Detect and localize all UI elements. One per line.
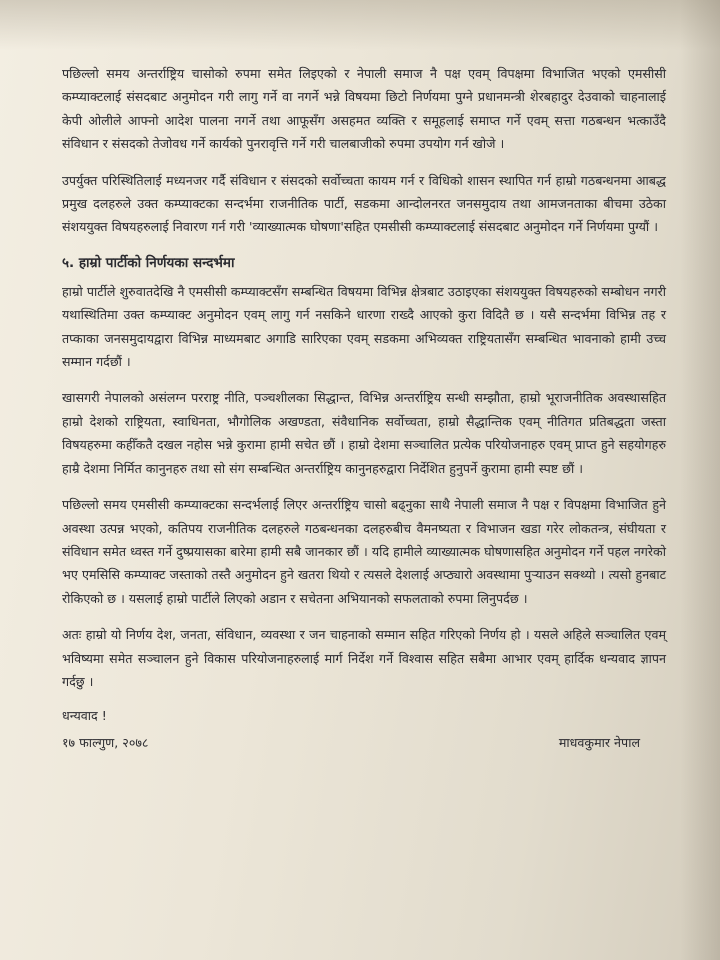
paragraph-party-stance: हाम्रो पार्टीले शुरुवातदेखि नै एमसीसी कम्प्याक्टसँग सम्बन्धित विषयमा विभिन्न क्षेत्रबाट उठाइएका संशययुक्त विषयहरुको सम्बोधन नगरी यथास्थितिमा उक्त कम्प्याक्ट अनुमोदन एवम् लागु गर्न नसकिने धारणा राख्दै आएको कुरा विदितै छ । यसै सन्दर्भमा विभिन्न तह र तप्काका जनसमुदायद्वारा विभिन्न माध्यमबाट अगाडि सारिएका एवम् सडकमा अभिव्यक्त राष्ट्रियतासँग सम्बन्धित भावनाको हामी उच्च सम्मान गर्दछौं । [62, 283, 666, 370]
paragraph-interpretive-declaration: पछिल्लो समय एमसीसी कम्प्याक्टका सन्दर्भलाई लिएर अन्तर्राष्ट्रिय चासो बढ्नुका साथै नेपाली समाज नै पक्ष र विपक्षमा विभाजित हुने अवस्था उत्पन्न भएको, कतिपय राजनीतिक दलहरुले गठबन्धनका दलहरुबीच वैमनष्यता र विभाजन खडा गरेर लोकतन्त्र, संघीयता र संविधान समेत ध्वस्त गर्ने दुष्प्रयासका बारेमा हामी सबै जानकार छौं । यदि हामीले व्याख्यात्मक घोषणासहित अनुमोदन गर्ने पहल नगरेको भए एमसिसि कम्प्याक्ट जस्ताको तस्तै अनुमोदन हुने खतरा थियो र त्यसले देशलाई अप्ठ्यारो अवस्थामा पुऱ्याउन सक्थ्यो । त्यसो हुनबाट रोकिएको छ । यसलाई हाम्रो पार्टीले लिएको अडान र सचेतना अभियानको सफलताको रुपमा लिनुपर्दछ । [62, 497, 666, 606]
section-heading: ५. हाम्रो पार्टीको निर्णयका सन्दर्भमा [62, 254, 235, 271]
paragraph-alliance-decision: उपर्युक्त परिस्थितिलाई मध्यनजर गर्दै संविधान र संसदको सर्वोच्चता कायम गर्न र विधिको शासन स्थापित गर्न हाम्रो गठबन्धनमा आबद्ध प्रमुख दलहरुले उक्त कम्प्याक्टका सन्दर्भमा राजनीतिक पार्टी, सडकमा आन्दोलनरत जनसमुदाय तथा आमजनताका बीचमा उठेका संशययुक्त विषयहरुलाई निवारण गर्न गरी 'व्याख्यात्मक घोषणा'सहित एमसीसी कम्प्याक्टलाई संसदबाट अनुमोदन गर्ने निर्णयमा पुग्यौं । [62, 172, 666, 235]
paragraph-conclusion: अतः हाम्रो यो निर्णय देश, जनता, संविधान, व्यवस्था र जन चाहनाको सम्मान सहित गरिएको निर्णय हो । यसले अहिले सञ्चालित एवम् भविष्यमा समेत सञ्चालन हुने विकास परियोजनाहरुलाई मार्ग निर्देश गर्ने विश्वास सहित सबैमा आभार एवम् हार्दिक धन्यवाद ज्ञापन गर्दछु । [62, 627, 666, 689]
document-date: १७ फाल्गुण, २०७८ [62, 735, 149, 751]
signatory-name: माधवकुमार नेपाल [558, 735, 640, 751]
paragraph-mcc-context: पछिल्लो समय अन्तर्राष्ट्रिय चासोको रुपमा समेत लिइएको र नेपाली समाज नै पक्ष एवम् विपक्षमा विभाजित भएको एमसीसी कम्प्याक्टलाई संसदबाट अनुमोदन गरी लागु गर्ने वा नगर्ने भन्ने विषयमा छिटो निर्णयमा पुग्ने प्रधानमन्त्री शेरबहादुर देउवाको चाहनालाई केपी ओलीले आफ्नो आदेश पालना नगर्ने तथा आफूसँग असहमत व्यक्ति र समूहलाई समाप्त गर्ने एवम् सत्ता गठबन्धन भत्काउँदै संविधान र संसदको तेजोवध गर्ने कार्यको पुनरावृत्ति गर्ने गरी चालबाजीको रुपमा उपयोग गर्न खोजे । [62, 66, 666, 152]
paragraph-foreign-policy: खासगरी नेपालको असंलग्न परराष्ट्र नीति, पञ्चशीलका सिद्धान्त, विभिन्न अन्तर्राष्ट्रिय सन्धी सम्झौता, हाम्रो भूराजनीतिक अवस्थासहित हाम्रो देशको राष्ट्रियता, स्वाधिनता, भौगोलिक अखण्डता, संवैधानिक सर्वोच्चता, हाम्रो सैद्धान्तिक एवम् नीतिगत प्रतिबद्धता जस्ता विषयहरुमा कहीँकतै दखल नहोस भन्ने कुरामा हामी सचेत छौं । हाम्रो देशमा सञ्चालित प्रत्येक परियोजनाहरु एवम् प्राप्त हुने सहयोगहरु हाम्रै देशमा निर्मित कानुनहरु तथा सो संग सम्बन्धित अन्तर्राष्ट्रिय कानुनहरुद्वारा निर्देशित हुनुपर्ने कुरामा हामी स्पष्ट छौं । [62, 390, 666, 476]
page-shadow [0, 0, 720, 50]
page-fold-shadow [680, 0, 720, 960]
closing-thanks: धन्यवाद ! [62, 708, 107, 724]
signature-row [62, 734, 666, 751]
